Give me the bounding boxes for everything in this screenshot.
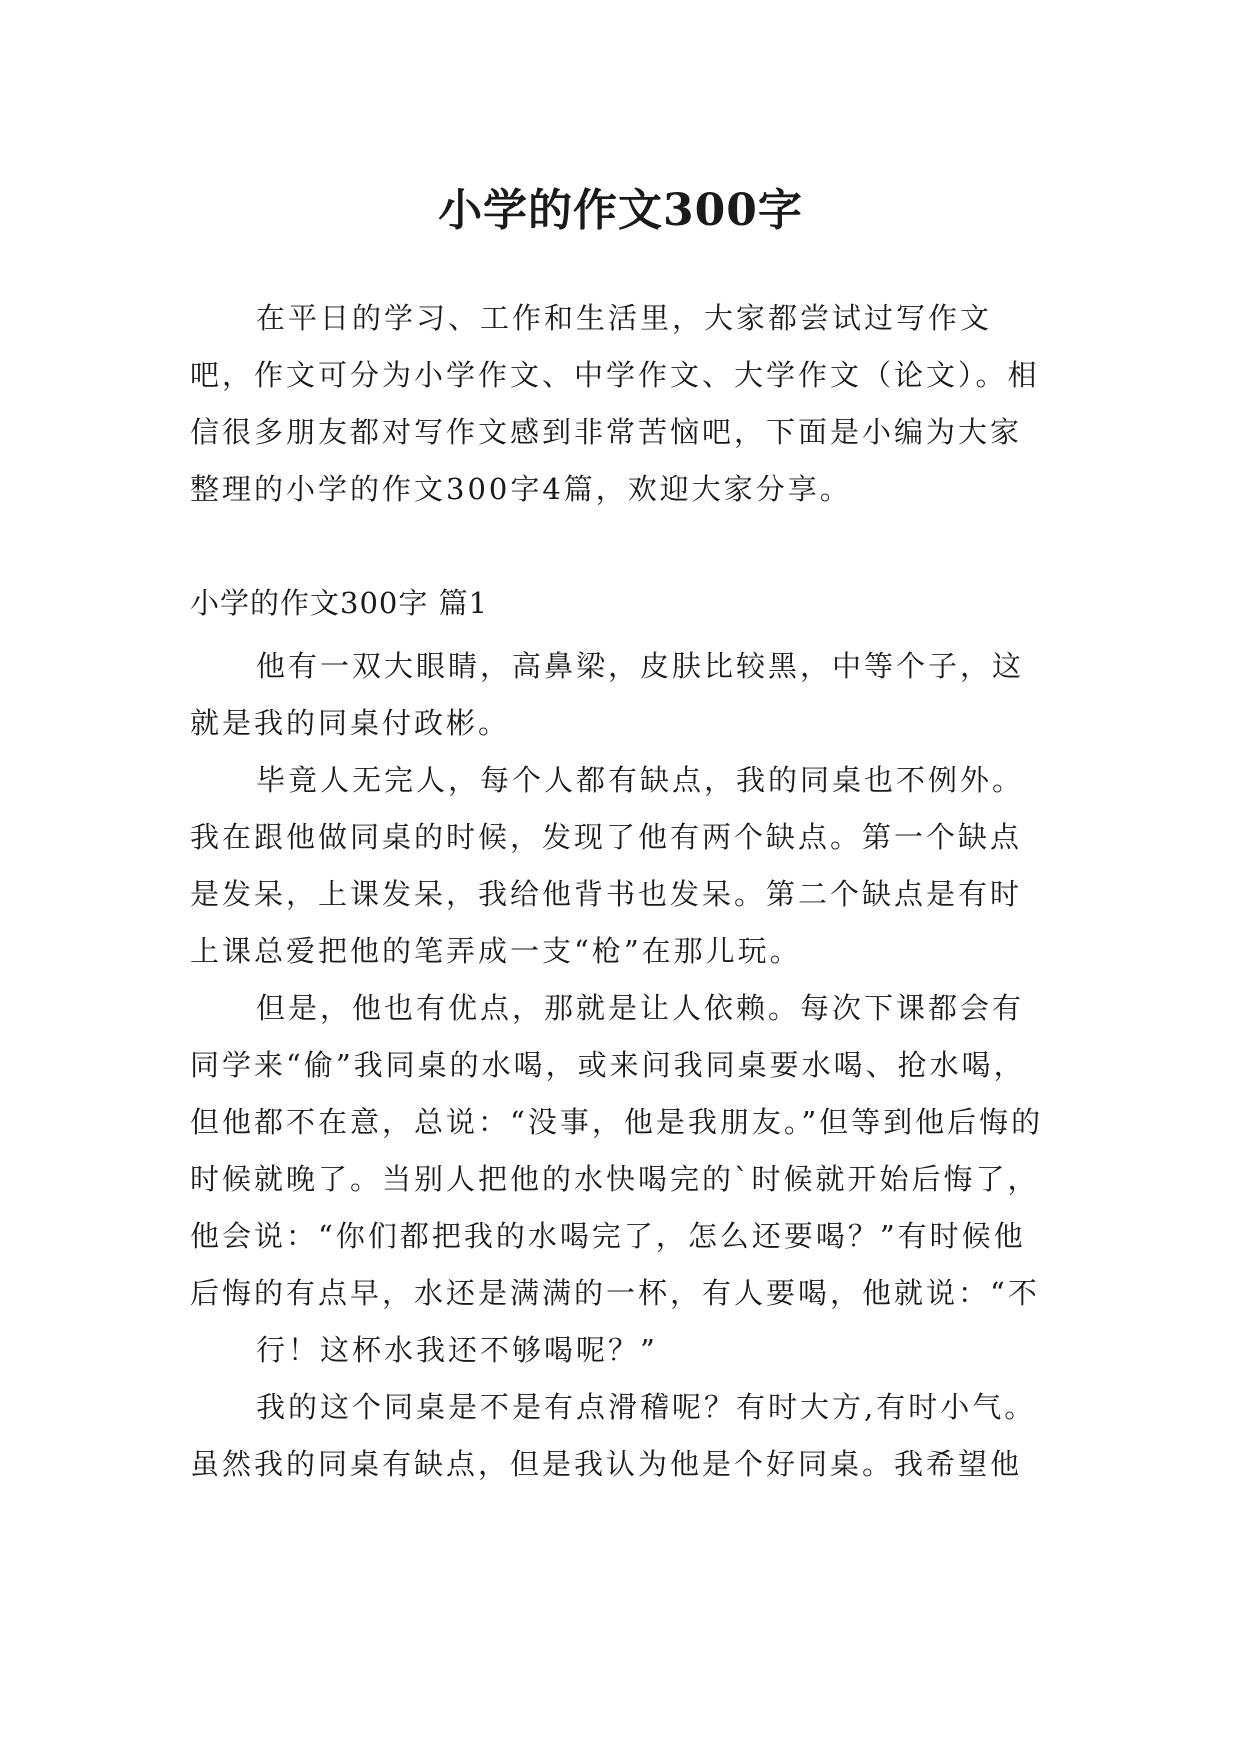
essay-content	[190, 638, 1050, 1493]
intro-paragraph: 在平日的学习、工作和生活里，大家都尝试过写作文吧，作文可分为小学作文、中学作文、大学作文（论文）。相信很多朋友都对写作文感到非常苦恼吧，下面是小编为大家整理的小学的作文300字4篇，欢迎大家分享。	[190, 301, 1040, 506]
document-title: 小学的作文300字	[438, 185, 803, 237]
paragraph: 毕竟人无完人，每个人都有缺点，我的同桌也不例外。我在跟他做同桌的时候，发现了他有两个缺点。第一个缺点是发呆，上课发呆，我给他背书也发呆。第二个缺点是有时上课总爱把他的笔弄成一支“枪”在那儿玩。	[190, 763, 1025, 968]
paragraph: 但是，他也有优点，那就是让人依赖。每次下课都会有同学来“偷”我同桌的水喝，或来问我同桌要水喝、抢水喝，但他都不在意，总说：“没事，他是我朋友。”但等到他后悔的时候就晚了。当别人把他的水快喝完的`时候就开始后悔了，他会说：“你们都把我的水喝完了，怎么还要喝？”有时候他后悔的有点早，水还是满满的一杯，有人要喝，他就说：“不	[190, 991, 1044, 1310]
paragraph: 他有一双大眼睛，高鼻梁，皮肤比较黑，中等个子，这就是我的同桌付政彬。	[190, 649, 1025, 740]
paragraph: 我的这个同桌是不是有点滑稽呢？有时大方,有时小气。虽然我的同桌有缺点，但是我认为他是个好同桌。我希望他	[190, 1390, 1037, 1481]
paragraph: 行！这杯水我还不够喝呢？”	[256, 1333, 658, 1367]
section-heading: 小学的作文300字 篇1	[190, 586, 489, 620]
